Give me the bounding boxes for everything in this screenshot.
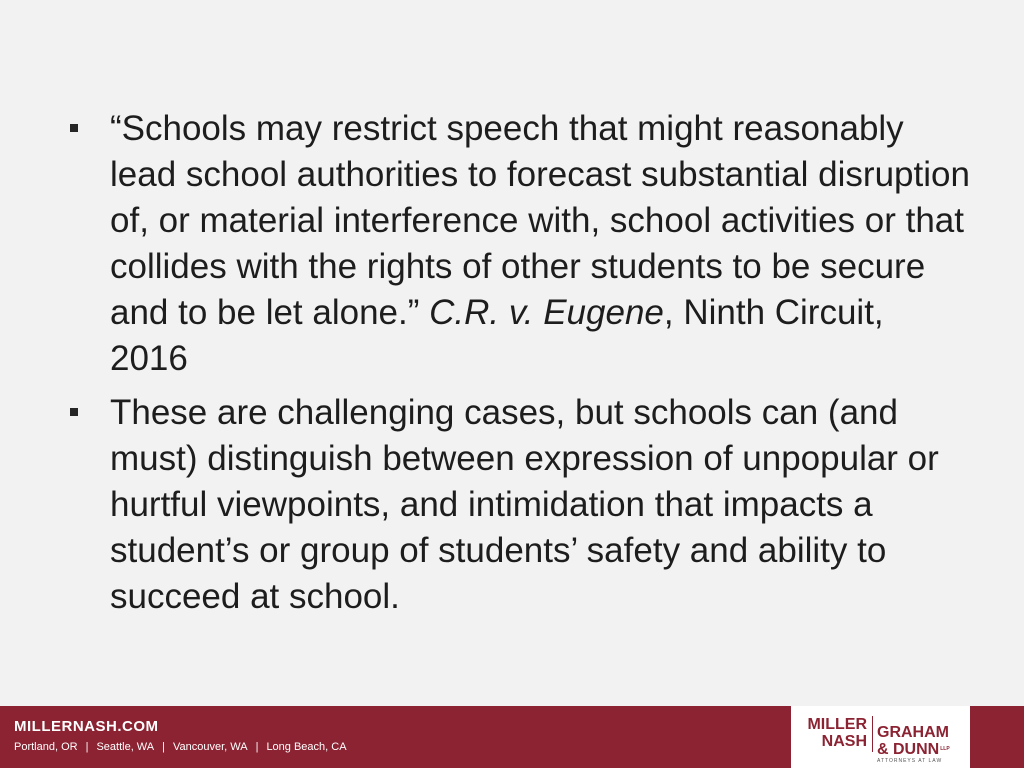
bullet-list xyxy=(70,106,970,620)
location-vancouver: Vancouver, WA xyxy=(172,741,248,753)
location-separator: | xyxy=(255,741,259,753)
square-bullet-icon xyxy=(70,408,78,416)
footer-bar xyxy=(0,706,791,768)
logo-nash: NASH xyxy=(821,733,867,750)
location-separator: | xyxy=(85,741,89,753)
location-long-beach: Long Beach, CA xyxy=(266,741,347,753)
logo-right-text xyxy=(877,724,950,758)
bullet-quote xyxy=(70,106,970,382)
logo-graham: GRAHAM xyxy=(877,724,949,741)
site-url[interactable]: MILLERNASH.COM xyxy=(14,718,159,735)
case-name: C.R. v. Eugene xyxy=(429,293,664,332)
location-seattle: Seattle, WA xyxy=(96,741,155,753)
logo-area xyxy=(791,706,970,768)
location-separator: | xyxy=(162,741,165,753)
footer-accent-block xyxy=(970,706,1024,768)
location-portland: Portland, OR xyxy=(14,741,78,753)
logo-dunn: & DUNN xyxy=(877,741,940,758)
company-logo xyxy=(801,714,961,764)
logo-dunn-line xyxy=(877,741,950,758)
logo-divider xyxy=(872,716,873,752)
logo-miller: MILLER xyxy=(807,716,867,733)
commentary-text: These are challenging cases, but schools can (and must) distinguish between expression of unpopular or hurtful viewpoints, and intimidation that impacts a student’s or group of students’ safety and ability to succeed at school. xyxy=(110,393,939,616)
citation-text: , Ninth Circuit, 2016 xyxy=(110,293,884,378)
bullet-commentary xyxy=(70,390,970,620)
office-locations xyxy=(14,741,347,753)
slide-content xyxy=(70,106,970,628)
footer xyxy=(0,706,1024,768)
logo-llp: LLP xyxy=(940,746,950,752)
square-bullet-icon xyxy=(70,124,78,132)
logo-tagline: ATTORNEYS AT LAW xyxy=(877,758,943,764)
logo-left-text xyxy=(801,716,867,750)
quote-text: “Schools may restrict speech that might reasonably lead school authorities to forecast substantial disruption of, or material interference with, school activities or that collides with the rights of other students to be secure and to be let alone.” xyxy=(110,109,970,332)
